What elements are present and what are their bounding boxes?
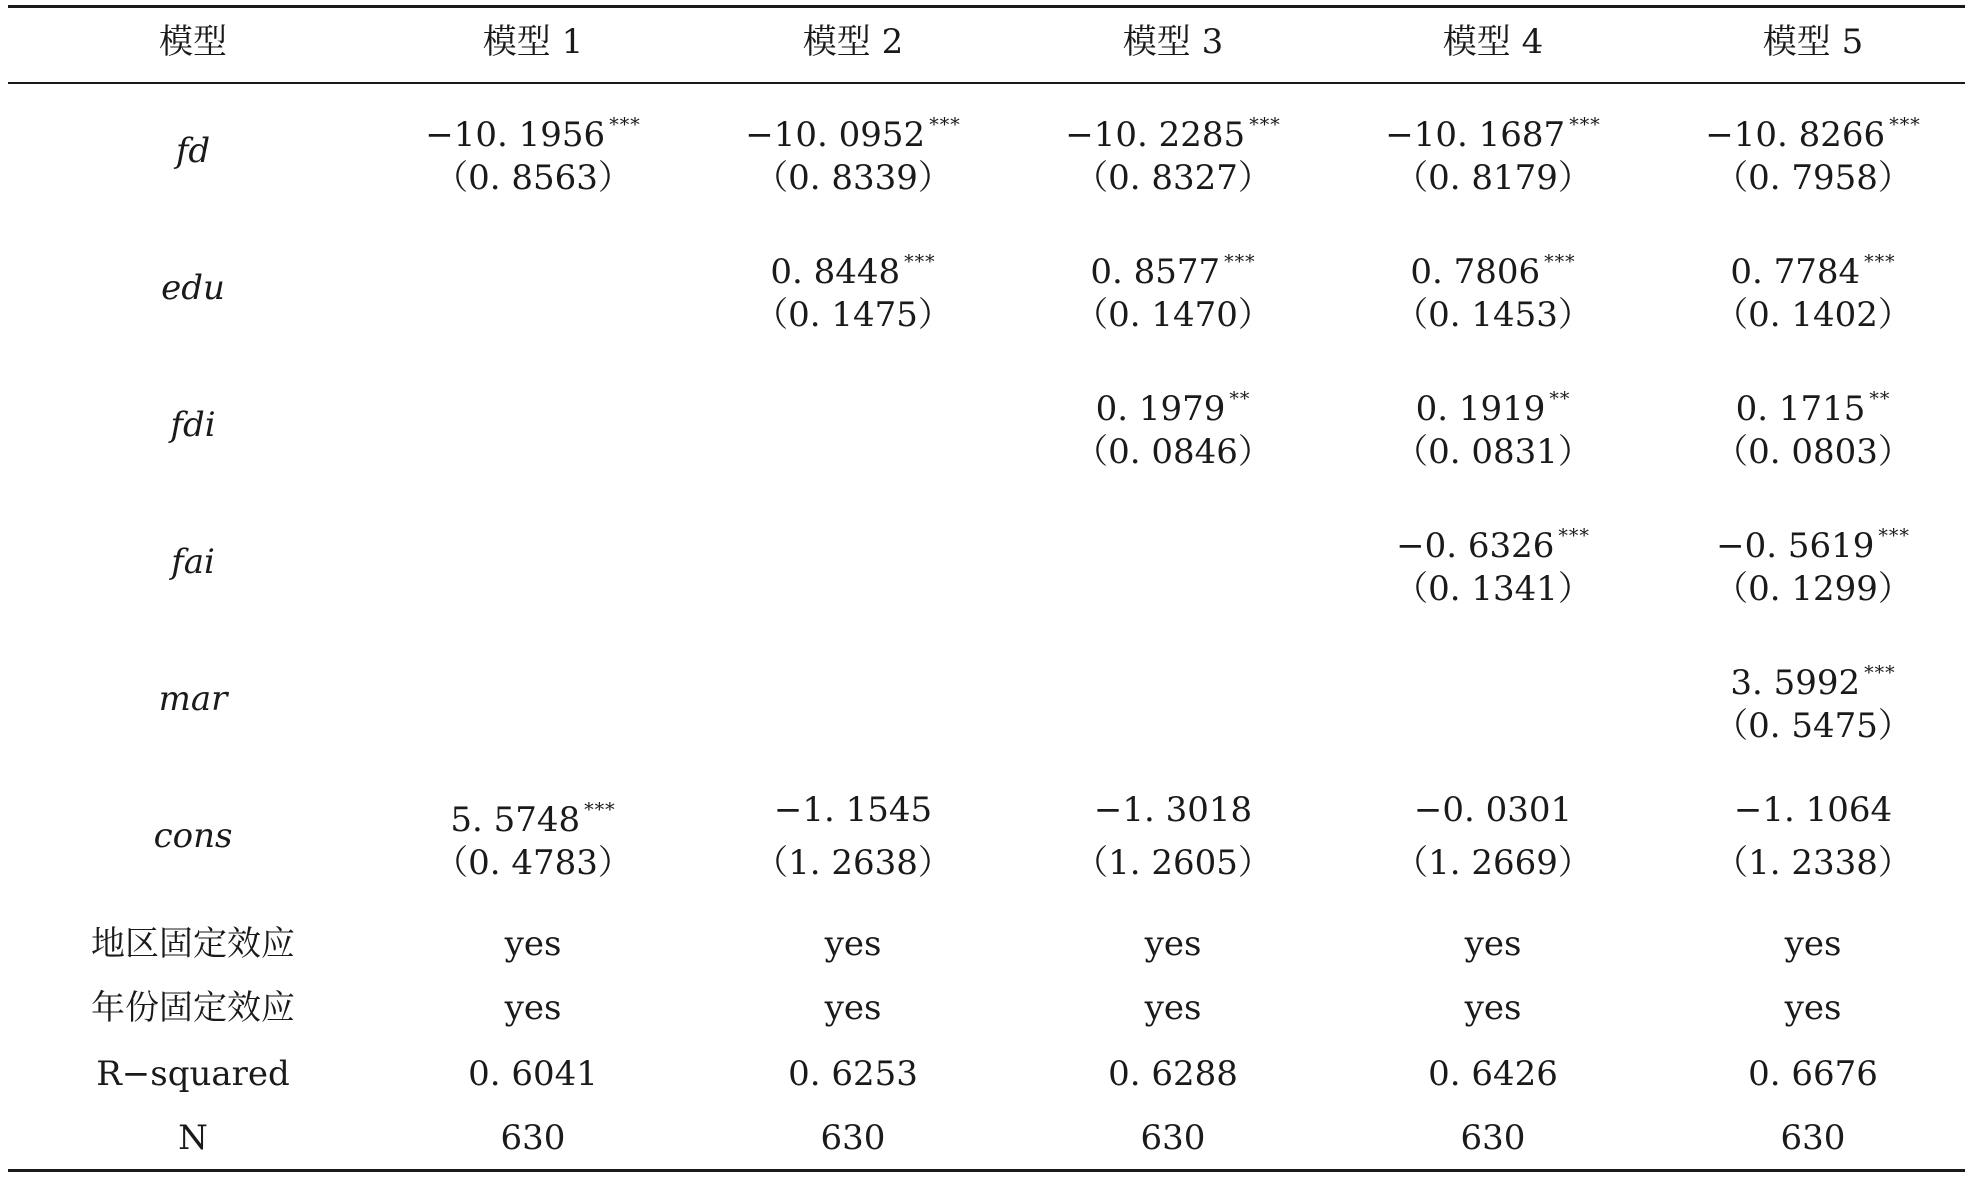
coef-fdi-model-3: [1018, 379, 1328, 429]
footer-value-1-model-3: yes: [1144, 988, 1202, 1028]
footer-value-3-model-5: 630: [1780, 1118, 1846, 1158]
significance-stars: ***: [1544, 251, 1576, 273]
significance-stars: **: [1229, 388, 1251, 410]
coef-value: −10. 8266: [1705, 115, 1886, 155]
coef-fdi-model-4: [1338, 379, 1648, 429]
se-cons-model-5: （1. 2338）: [1714, 843, 1912, 883]
se-edu-model-5: （0. 1402）: [1714, 295, 1912, 335]
coef-fd-model-2: [698, 105, 1008, 155]
coef-value: 5. 5748: [450, 800, 581, 840]
coef-edu-model-3: [1018, 242, 1328, 292]
footer-value-3-model-3: 630: [1140, 1118, 1206, 1158]
footer-label-0: 地区固定效应: [91, 924, 295, 964]
footer-value-0-model-4: yes: [1464, 924, 1522, 964]
se-fd-model-1: （0. 8563）: [434, 158, 632, 198]
coef-fd-model-4: [1338, 105, 1648, 155]
significance-stars: ***: [1249, 114, 1281, 136]
header-model-2: 模型 2: [802, 22, 904, 62]
footer-value-0-model-3: yes: [1144, 924, 1202, 964]
coef-value: −1. 3018: [1093, 790, 1253, 830]
coef-edu-model-2: [698, 242, 1008, 292]
coef-value: 0. 8577: [1090, 252, 1221, 292]
se-fdi-model-5: （0. 0803）: [1714, 432, 1912, 472]
significance-stars: **: [1549, 388, 1571, 410]
coef-fdi-model-5: [1658, 379, 1968, 429]
coef-fd-model-3: [1018, 105, 1328, 155]
footer-value-1-model-5: yes: [1784, 988, 1842, 1028]
coef-value: −10. 1687: [1385, 115, 1566, 155]
se-edu-model-2: （0. 1475）: [754, 295, 952, 335]
row-label-fdi: fdi: [170, 405, 216, 445]
significance-stars: ***: [1864, 662, 1896, 684]
coef-value: 3. 5992: [1730, 663, 1861, 703]
footer-value-0-model-2: yes: [824, 924, 882, 964]
coef-value: −0. 6326: [1396, 526, 1555, 566]
coef-value: 0. 1715: [1735, 389, 1866, 429]
se-mar-model-5: （0. 5475）: [1714, 706, 1912, 746]
footer-value-2-model-5: 0. 6676: [1748, 1054, 1878, 1094]
significance-stars: **: [1869, 388, 1891, 410]
top-rule: [8, 5, 1965, 8]
coef-value: 0. 7806: [1410, 252, 1541, 292]
coef-cons-model-1: [378, 790, 688, 840]
coef-value: −0. 0301: [1413, 790, 1573, 830]
coef-cons-model-5: [1658, 790, 1968, 830]
coef-mar-model-5: [1658, 653, 1968, 703]
footer-value-3-model-4: 630: [1460, 1118, 1526, 1158]
footer-value-2-model-4: 0. 6426: [1428, 1054, 1558, 1094]
significance-stars: ***: [929, 114, 961, 136]
coef-edu-model-5: [1658, 242, 1968, 292]
bottom-rule: [8, 1169, 1965, 1172]
se-fd-model-5: （0. 7958）: [1714, 158, 1912, 198]
coef-value: −10. 0952: [745, 115, 926, 155]
coef-cons-model-4: [1338, 790, 1648, 830]
footer-value-0-model-5: yes: [1784, 924, 1842, 964]
se-fd-model-4: （0. 8179）: [1394, 158, 1592, 198]
se-edu-model-3: （0. 1470）: [1074, 295, 1272, 335]
coef-cons-model-3: [1018, 790, 1328, 830]
footer-label-1: 年份固定效应: [91, 988, 295, 1028]
se-fdi-model-4: （0. 0831）: [1394, 432, 1592, 472]
footer-value-3-model-2: 630: [820, 1118, 886, 1158]
footer-value-3-model-1: 630: [500, 1118, 566, 1158]
se-cons-model-3: （1. 2605）: [1074, 843, 1272, 883]
se-fd-model-2: （0. 8339）: [754, 158, 952, 198]
footer-value-2-model-2: 0. 6253: [788, 1054, 918, 1094]
coef-value: 0. 1919: [1415, 389, 1546, 429]
se-fd-model-3: （0. 8327）: [1074, 158, 1272, 198]
significance-stars: ***: [1224, 251, 1256, 273]
coef-fai-model-4: [1338, 516, 1648, 566]
coef-value: −1. 1064: [1733, 790, 1893, 830]
row-label-fai: fai: [171, 542, 215, 582]
footer-value-1-model-4: yes: [1464, 988, 1522, 1028]
se-fai-model-5: （0. 1299）: [1714, 569, 1912, 609]
coef-edu-model-4: [1338, 242, 1648, 292]
header-model-3: 模型 3: [1122, 22, 1224, 62]
coef-value: 0. 1979: [1095, 389, 1226, 429]
row-label-fd: fd: [175, 131, 211, 171]
coef-value: 0. 7784: [1730, 252, 1861, 292]
header-model: 模型: [159, 22, 227, 62]
se-fai-model-4: （0. 1341）: [1394, 569, 1592, 609]
header-model-4: 模型 4: [1442, 22, 1544, 62]
coef-fd-model-1: [378, 105, 688, 155]
significance-stars: ***: [1889, 114, 1921, 136]
footer-label-2: R−squared: [96, 1054, 290, 1094]
footer-value-1-model-2: yes: [824, 988, 882, 1028]
significance-stars: ***: [609, 114, 641, 136]
coef-value: −1. 1545: [773, 790, 933, 830]
header-model-1: 模型 1: [482, 22, 584, 62]
header-model-5: 模型 5: [1762, 22, 1864, 62]
se-fdi-model-3: （0. 0846）: [1074, 432, 1272, 472]
coef-fd-model-5: [1658, 105, 1968, 155]
footer-value-1-model-1: yes: [504, 988, 562, 1028]
significance-stars: ***: [584, 799, 616, 821]
footer-value-2-model-3: 0. 6288: [1108, 1054, 1238, 1094]
se-cons-model-2: （1. 2638）: [754, 843, 952, 883]
coef-cons-model-2: [698, 790, 1008, 830]
coef-fai-model-5: [1658, 516, 1968, 566]
footer-value-2-model-1: 0. 6041: [468, 1054, 598, 1094]
significance-stars: ***: [1558, 525, 1590, 547]
significance-stars: ***: [1569, 114, 1601, 136]
se-cons-model-1: （0. 4783）: [434, 843, 632, 883]
significance-stars: ***: [904, 251, 936, 273]
significance-stars: ***: [1878, 525, 1910, 547]
row-label-cons: cons: [153, 816, 233, 856]
coef-value: 0. 8448: [770, 252, 901, 292]
se-edu-model-4: （0. 1453）: [1394, 295, 1592, 335]
row-label-edu: edu: [161, 268, 225, 308]
row-label-mar: mar: [158, 679, 228, 719]
footer-value-0-model-1: yes: [504, 924, 562, 964]
coef-value: −10. 1956: [425, 115, 606, 155]
coef-value: −0. 5619: [1716, 526, 1875, 566]
coef-value: −10. 2285: [1065, 115, 1246, 155]
footer-label-3: N: [178, 1118, 208, 1158]
header-rule: [8, 82, 1965, 84]
significance-stars: ***: [1864, 251, 1896, 273]
se-cons-model-4: （1. 2669）: [1394, 843, 1592, 883]
